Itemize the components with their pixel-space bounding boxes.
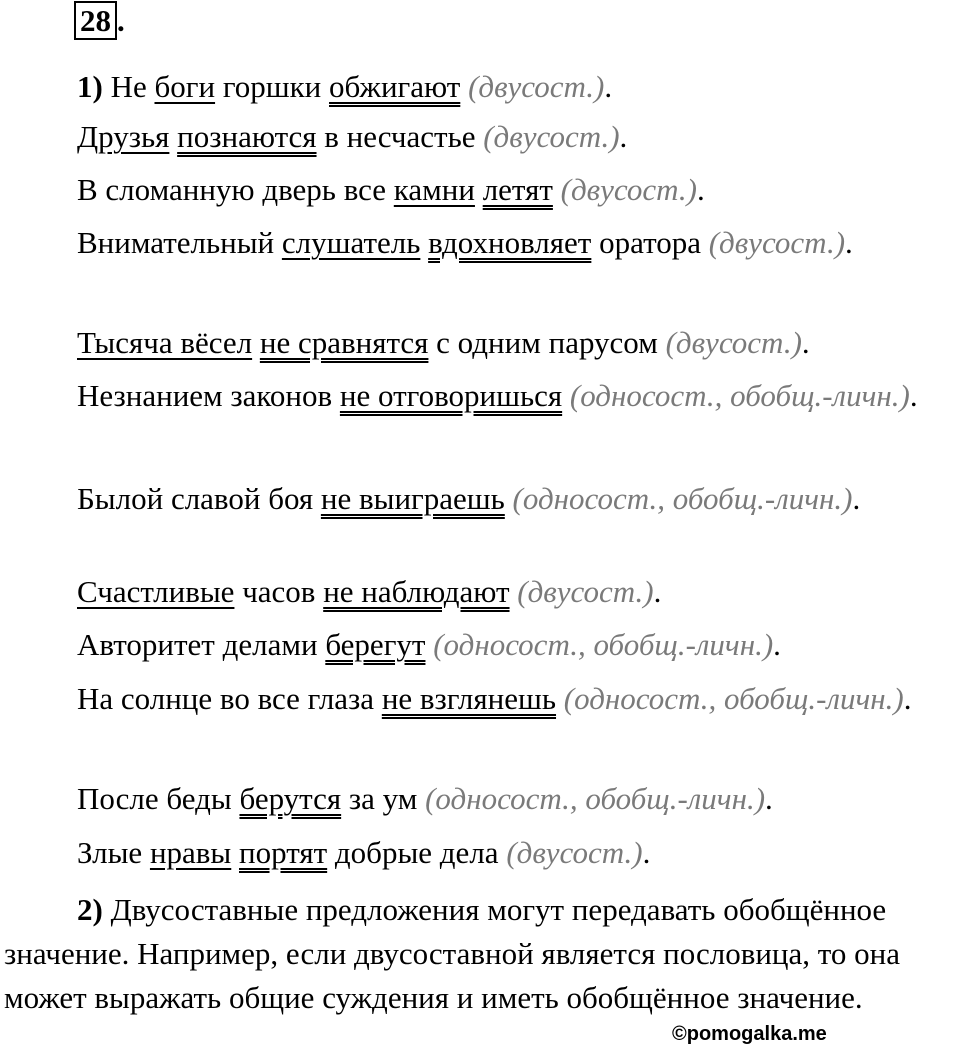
subject: Счастливые (77, 574, 235, 609)
subject: Тысяча вёсел (77, 325, 253, 360)
sentence-text: с одним парусом (428, 325, 666, 360)
sentence-text: Внимательный (77, 225, 282, 260)
sentence-text: Незнанием законов (77, 378, 340, 413)
sentence-type-note: (двусост.) (560, 172, 697, 207)
sentence-type-note: (двусост.) (517, 574, 654, 609)
sentence-text: . (801, 325, 810, 360)
predicate: не взглянешь (381, 681, 557, 716)
sentence-text: . (773, 627, 781, 662)
subject: камни (393, 172, 475, 207)
sentence-text: . (765, 781, 773, 816)
sentence-type-note: (односост., обобщ.-личн.) (425, 781, 766, 816)
sentence-text: горшки (215, 69, 330, 104)
sentence-text: в несчастье (316, 119, 484, 154)
sentence-text (556, 681, 564, 716)
sentence (4, 474, 960, 524)
sentence-text (420, 225, 428, 260)
sentence-text (475, 172, 483, 207)
sentence-text (231, 835, 239, 870)
predicate: вдохновляет (428, 225, 592, 260)
part2-label: 2) (77, 892, 103, 927)
sentence (4, 318, 960, 368)
sentence (4, 828, 960, 878)
part2-text: Двусоставные предложения могут передавать обобщённое значение. Например, если двусоставной является пословица, то она может выражать общие суждения и иметь обобщённое значение. (4, 892, 901, 1015)
subject: боги (154, 69, 216, 104)
sentence-type-note: (двусост.) (483, 119, 620, 154)
sentence-text (169, 119, 177, 154)
sentence-text: В сломанную дверь все (77, 172, 394, 207)
sentence (4, 218, 960, 268)
sentence (4, 774, 960, 824)
sentence-text: Авторитет делами (77, 627, 326, 662)
sentence-text (505, 481, 513, 516)
sentence-text (562, 378, 570, 413)
predicate: берутся (239, 781, 342, 816)
sentence-text: . (909, 378, 918, 413)
sentence-text: . (642, 835, 651, 870)
sentence (4, 62, 960, 112)
sentence (4, 674, 960, 724)
sentence-text: На солнце во все глаза (77, 681, 382, 716)
subject: слушатель (281, 225, 421, 260)
task-number-suffix: . (117, 3, 125, 38)
sentence-type-note: (двусост.) (468, 69, 605, 104)
sentence-text: . (845, 225, 853, 260)
sentence-text (460, 69, 468, 104)
predicate: не выиграешь (320, 481, 505, 516)
predicate: берегут (325, 627, 426, 662)
subject: нравы (149, 835, 232, 870)
sentence-text: Не (110, 69, 155, 104)
predicate: не сравнятся (259, 325, 429, 360)
sentence-text (553, 172, 561, 207)
sentence (4, 567, 960, 617)
task-number (74, 3, 125, 39)
subject: Друзья (77, 119, 170, 154)
sentence-type-note: (односост., обобщ.-личн.) (433, 627, 774, 662)
sentence-text: Злые (77, 835, 150, 870)
sentence-type-note: (двусост.) (665, 325, 802, 360)
sentence-type-note: (односост., обобщ.-личн.) (569, 378, 910, 413)
sentence-text (252, 325, 260, 360)
sentence (4, 371, 960, 421)
sentence-text: . (619, 119, 628, 154)
task-number-box: 28 (74, 1, 117, 40)
predicate: не отговоришься (339, 378, 563, 413)
predicate: летят (482, 172, 553, 207)
sentence (4, 165, 960, 215)
sentence-text: часов (234, 574, 324, 609)
sentence-text: . (653, 574, 662, 609)
predicate: не наблюдают (323, 574, 510, 609)
sentence (4, 620, 960, 670)
sentence-type-note: (односост., обобщ.-личн.) (563, 681, 904, 716)
sentence-text: за ум (341, 781, 426, 816)
copyright-watermark: ©pomogalka.me (672, 1023, 827, 1045)
sentence-text: . (696, 172, 705, 207)
sentence-text: добрые дела (327, 835, 507, 870)
sentence-text: . (852, 481, 861, 516)
sentence-text: Былой славой боя (77, 481, 321, 516)
sentence-type-note: (двусост.) (506, 835, 643, 870)
part2-answer (4, 888, 954, 1020)
sentence-type-note: (двусост.) (708, 225, 846, 260)
sentence-type-note: (односост., обобщ.-личн.) (512, 481, 853, 516)
sentence-text: оратора (591, 225, 709, 260)
sentence-text: После беды (77, 781, 240, 816)
predicate: портят (239, 835, 328, 870)
sentence (4, 112, 960, 162)
sentence-text: . (903, 681, 912, 716)
predicate: познаются (177, 119, 317, 154)
part1-label: 1) (77, 69, 103, 104)
predicate: обжигают (329, 69, 461, 104)
sentence-text: . (604, 69, 613, 104)
